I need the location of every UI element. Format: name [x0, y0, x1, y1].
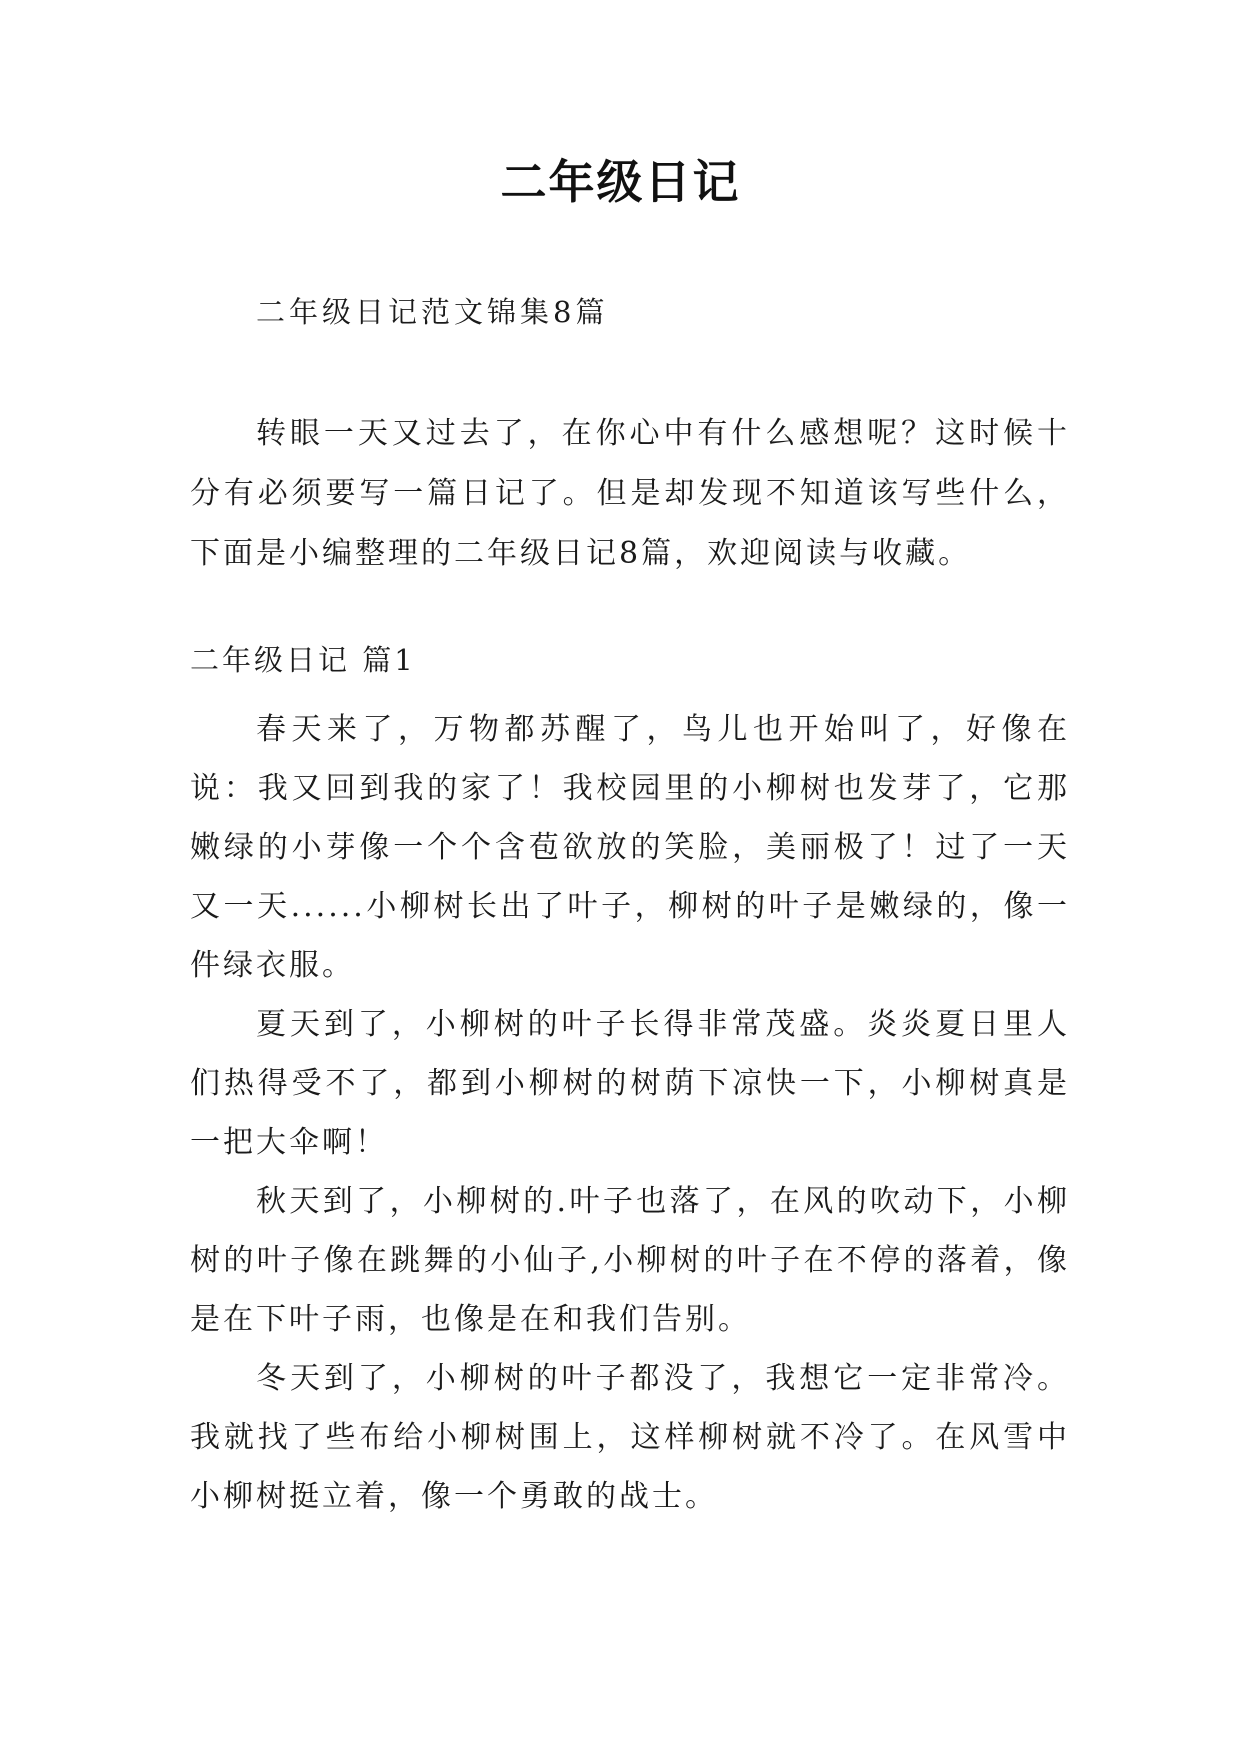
document-subtitle: 二年级日记范文锦集8篇 [256, 295, 609, 329]
paragraph-winter: 冬天到了，小柳树的叶子都没了，我想它一定非常冷。我就找了些布给小柳树围上，这样柳树就不冷了。在风雪中小柳树挺立着，像一个勇敢的战士。 [190, 1361, 1070, 1514]
intro-section [190, 404, 1070, 588]
paragraph-spring: 春天来了，万物都苏醒了，鸟儿也开始叫了，好像在说：我又回到我的家了！我校园里的小柳树也发芽了，它那嫩绿的小芽像一个个含苞欲放的笑脸，美丽极了！过了一天又一天......小柳树长出了叶子，柳树的叶子是嫩绿的，像一件绿衣服。 [190, 712, 1070, 983]
paragraph-autumn: 秋天到了，小柳树的.叶子也落了，在风的吹动下，小柳树的叶子像在跳舞的小仙子,小柳树的叶子在不停的落着，像是在下叶子雨，也像是在和我们告别。 [190, 1184, 1070, 1337]
paragraph-summer: 夏天到了，小柳树的叶子长得非常茂盛。炎炎夏日里人们热得受不了，都到小柳树的树荫下凉快一下，小柳树真是一把大伞啊！ [190, 1007, 1070, 1160]
section-heading: 二年级日记 篇1 [190, 643, 416, 677]
diary-entry-1 [190, 640, 1070, 1526]
intro-paragraph: 转眼一天又过去了，在你心中有什么感想呢？这时候十分有必须要写一篇日记了。但是却发现不知道该写些什么，下面是小编整理的二年级日记8篇，欢迎阅读与收藏。 [190, 416, 1070, 571]
document-title: 二年级日记 [500, 155, 741, 209]
